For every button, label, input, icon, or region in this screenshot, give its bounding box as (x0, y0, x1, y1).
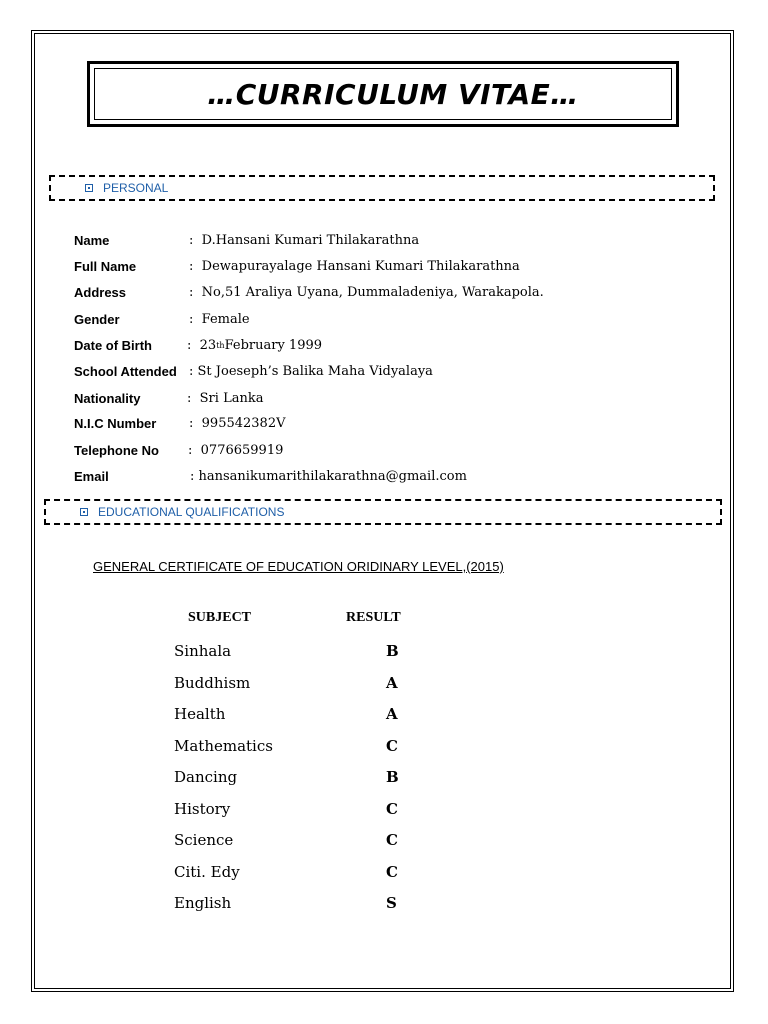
field-value: St Joeseph’s Balika Maha Vidyalaya (197, 363, 433, 379)
subject-cell: Mathematics (174, 737, 273, 755)
field-address: Address : No,51 Araliya Uyana, Dummaladeniya, Warakapola. (74, 284, 544, 300)
field-label: Date of Birth (74, 337, 152, 353)
subject-cell: Dancing (174, 768, 238, 786)
field-telephone: Telephone No : 0776659919 (74, 442, 284, 458)
field-label: N.I.C Number (74, 415, 157, 431)
result-cell: B (386, 642, 399, 660)
section-bar-personal (49, 175, 715, 201)
result-cell: C (386, 737, 398, 755)
subject-cell: History (174, 800, 231, 818)
field-value: Sri Lanka (199, 390, 264, 406)
field-date-of-birth: Date of Birth : 23 th February 1999 (74, 337, 323, 353)
field-label: Email (74, 468, 109, 484)
subject-header: SUBJECT (188, 610, 252, 625)
field-nic: N.I.C Number : 995542382V (74, 415, 286, 431)
section-bar-education (44, 499, 722, 525)
dob-rest: February 1999 (224, 337, 323, 353)
subject-cell: Sinhala (174, 642, 232, 660)
result-cell: C (386, 800, 398, 818)
subject-cell: Science (174, 831, 234, 849)
field-name: Name : D.Hansani Kumari Thilakarathna (74, 232, 420, 248)
field-label: Telephone No (74, 442, 159, 458)
subject-cell: English (174, 894, 232, 912)
dob-suffix: th (216, 340, 225, 350)
result-cell: C (386, 863, 398, 881)
field-label: Gender (74, 311, 120, 327)
result-cell: A (386, 705, 398, 723)
result-header: RESULT (346, 610, 401, 625)
section-title-personal: PERSONAL (103, 181, 169, 195)
field-label: Nationality (74, 390, 141, 406)
field-label: Address (74, 284, 127, 300)
result-cell: A (386, 674, 398, 692)
field-value: No,51 Araliya Uyana, Dummaladeniya, Warakapola. (201, 284, 544, 300)
result-cell: B (386, 768, 399, 786)
field-label: School Attended (74, 363, 177, 379)
field-gender: Gender : Female (74, 311, 250, 327)
field-value: 0776659919 (200, 442, 284, 458)
collapse-icon[interactable] (85, 184, 93, 192)
subject-cell: Citi. Edy (174, 863, 240, 881)
page-title: …CURRICULUM VITAE… (207, 77, 579, 111)
exam-heading: GENERAL CERTIFICATE OF EDUCATION ORIDINARY LEVEL,(2015) (93, 559, 504, 574)
subject-cell: Health (174, 705, 226, 723)
field-value: Dewapurayalage Hansani Kumari Thilakarathna (201, 258, 520, 274)
field-email: Email : hansanikumarithilakarathna@gmail.com (74, 468, 467, 484)
collapse-icon[interactable] (80, 508, 88, 516)
field-value: hansanikumarithilakarathna@gmail.com (198, 468, 467, 484)
field-school: School Attended : St Joeseph’s Balika Maha Vidyalaya (74, 363, 433, 379)
result-cell: C (386, 831, 398, 849)
field-value: Female (201, 311, 250, 327)
field-nationality: Nationality : Sri Lanka (74, 390, 264, 406)
dob-day: 23 (199, 337, 217, 353)
field-value: 995542382V (201, 415, 286, 431)
result-cell: S (386, 894, 397, 912)
title-box (87, 61, 679, 127)
subject-cell: Buddhism (174, 674, 251, 692)
section-title-education: EDUCATIONAL QUALIFICATIONS (98, 505, 285, 519)
field-value: D.Hansani Kumari Thilakarathna (201, 232, 420, 248)
field-label: Full Name (74, 258, 137, 274)
field-label: Name (74, 232, 110, 248)
field-full-name: Full Name : Dewapurayalage Hansani Kumari Thilakarathna (74, 258, 520, 274)
